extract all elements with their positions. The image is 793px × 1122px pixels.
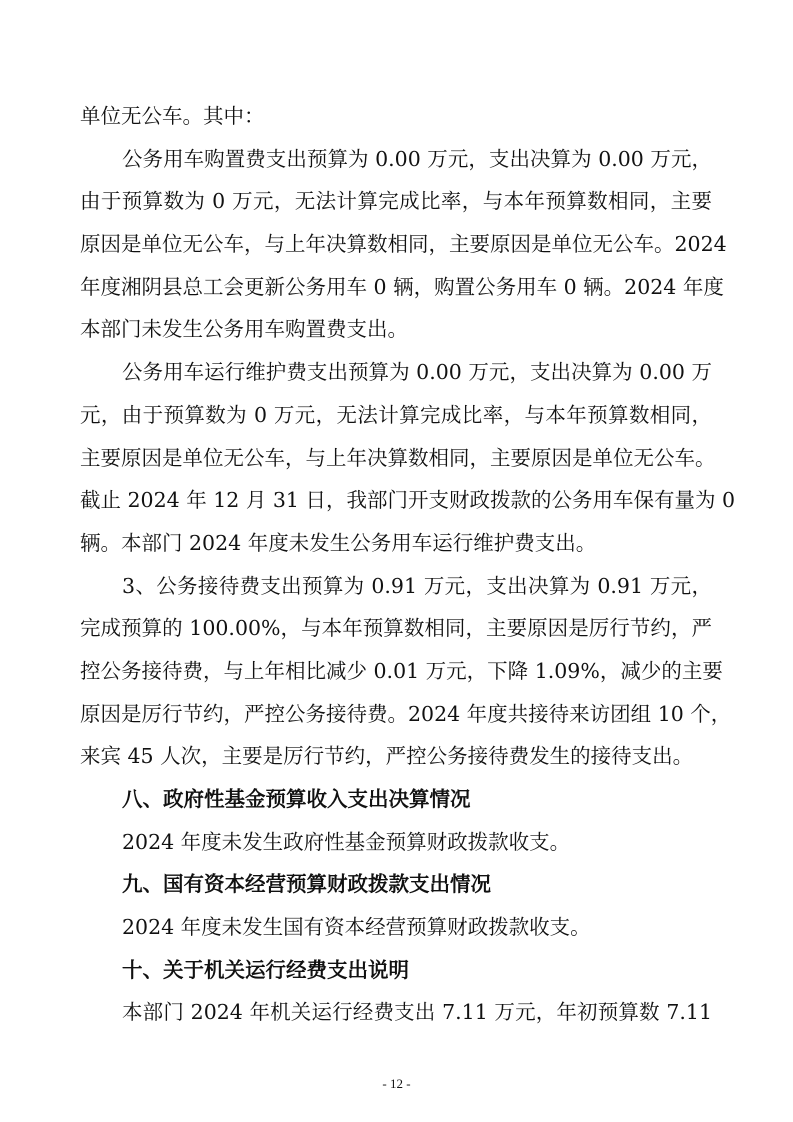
text-line: 原因是单位无公车，与上年决算数相同，主要原因是单位无公车。2024	[80, 232, 727, 257]
text-line: 2024 年度未发生政府性基金预算财政拨款收支。	[122, 829, 571, 854]
page-number: - 12 -	[382, 1076, 411, 1091]
text-line: 由于预算数为 0 万元，无法计算完成比率，与本年预算数相同，主要	[80, 189, 712, 214]
text-line: 来宾 45 人次，主要是厉行节约，严控公务接待费发生的接待支出。	[80, 744, 694, 769]
text-line: 本部门 2024 年机关运行经费支出 7.11 万元，年初预算数 7.11	[122, 1000, 712, 1025]
document-body	[80, 95, 735, 1034]
text-line: 3、公务接待费支出预算为 0.91 万元，支出决算为 0.91 万元，	[122, 573, 712, 598]
section-heading: 十、关于机关运行经费支出说明	[122, 957, 409, 982]
text-line: 控公务接待费，与上年相比减少 0.01 万元，下降 1.09%，减少的主要	[80, 658, 723, 683]
text-line: 2024 年度未发生国有资本经营预算财政拨款收支。	[122, 915, 591, 940]
text-line: 公务用车购置费支出预算为 0.00 万元，支出决算为 0.00 万元，	[122, 146, 712, 171]
text-line: 辆。本部门 2024 年度未发生公务用车运行维护费支出。	[80, 530, 597, 555]
text-line: 元，由于预算数为 0 万元，无法计算完成比率，与本年预算数相同，	[80, 402, 712, 427]
section-heading: 九、国有资本经营预算财政拨款支出情况	[122, 872, 491, 897]
text-line: 年度湘阴县总工会更新公务用车 0 辆，购置公务用车 0 辆。2024 年度	[80, 274, 724, 299]
text-line: 完成预算的 100.00%，与本年预算数相同，主要原因是厉行节约，严	[80, 616, 712, 641]
text-line: 单位无公车。其中：	[80, 104, 265, 128]
text-line: 截止 2024 年 12 月 31 日，我部门开支财政拨款的公务用车保有量为 0	[80, 488, 735, 513]
section-heading: 八、政府性基金预算收入支出决算情况	[122, 787, 471, 811]
text-line: 原因是厉行节约，严控公务接待费。2024 年度共接待来访团组 10 个，	[80, 701, 732, 726]
text-line: 主要原因是单位无公车，与上年决算数相同，主要原因是单位无公车。	[80, 445, 716, 470]
text-line: 本部门未发生公务用车购置费支出。	[80, 317, 408, 342]
text-line: 公务用车运行维护费支出预算为 0.00 万元，支出决算为 0.00 万	[122, 360, 712, 385]
